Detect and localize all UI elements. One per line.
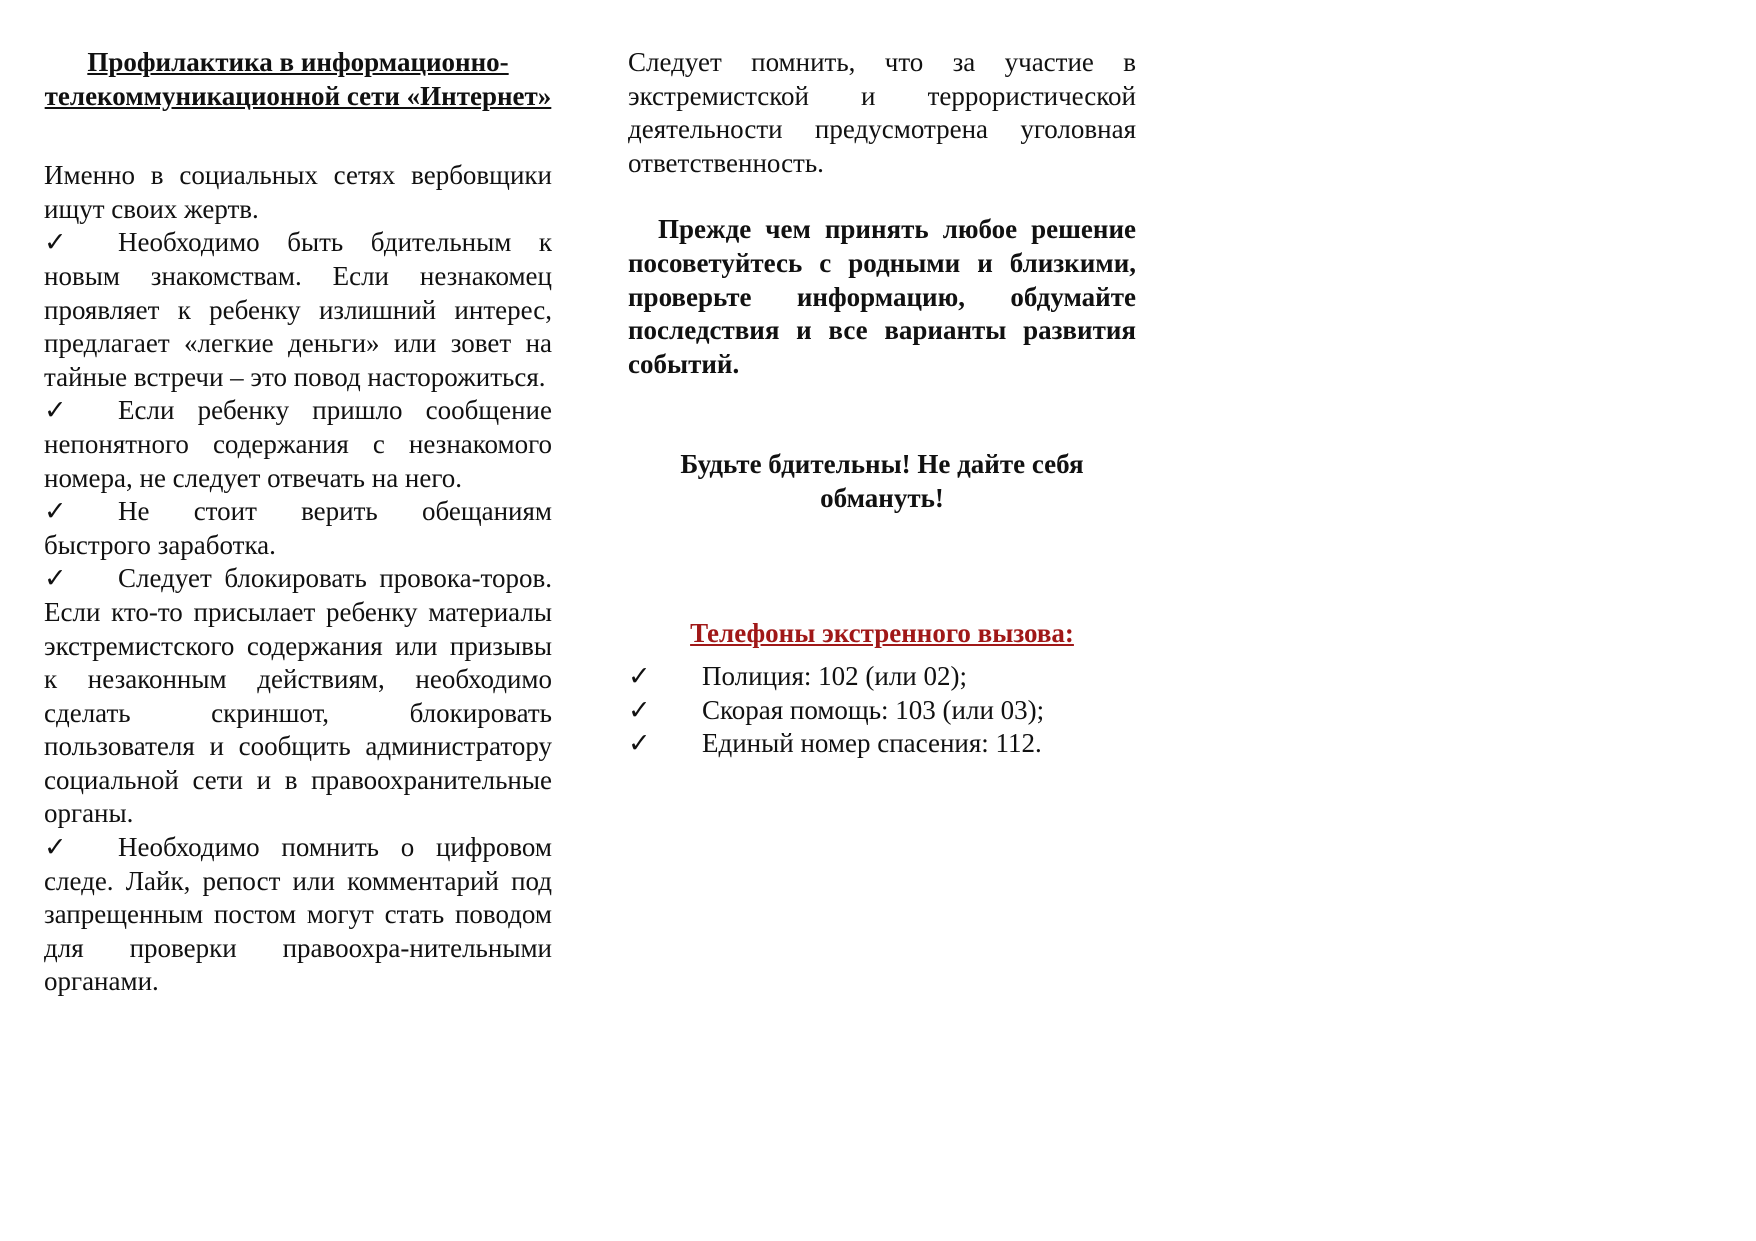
checkmark-icon: ✓ — [628, 661, 651, 692]
advice-paragraph: Прежде чем принять любое решение посоветуйтесь с родными и близкими, проверьте информацию, обдумайте последствия и все варианты развития событий. — [628, 214, 1136, 379]
phone-item-police — [628, 660, 1136, 694]
phone-item-text: Полиция: 102 (или 02); — [702, 661, 967, 692]
checkmark-icon: ✓ — [44, 227, 67, 258]
checkmark-icon: ✓ — [44, 832, 67, 863]
checkmark-icon: ✓ — [44, 563, 67, 594]
checkmark-icon: ✓ — [44, 496, 67, 527]
liability-paragraph: Следует помнить, что за участие в экстремистской и террористической деятельности предусмотрена уголовная ответственность. — [628, 47, 1136, 178]
phone-item-text: Скорая помощь: 103 (или 03); — [702, 694, 1045, 725]
section-heading: Профилактика в информационно-телекоммуникационной сети «Интернет» — [44, 47, 552, 111]
advice-item — [44, 562, 552, 831]
advice-item-text: Следует блокировать провока-торов. Если кто-то присылает ребенку материалы экстремистского содержания или призывы к незаконным действиям, необходимо сделать скриншот, блокировать пользователя и сообщить администратору социальной сети и в правоохранительные органы. — [44, 563, 552, 829]
intro-paragraph: Именно в социальных сетях вербовщики ищут своих жертв. — [44, 160, 552, 224]
advice-item — [44, 831, 552, 999]
left-column — [44, 46, 552, 999]
advice-item — [44, 394, 552, 495]
advice-item — [44, 495, 552, 562]
advice-item-text: Необходимо помнить о цифровом следе. Лайк, репост или комментарий под запрещенным постом могут стать поводом для проверки правоохра-нительными органами. — [44, 832, 552, 997]
checkmark-icon: ✓ — [44, 395, 67, 426]
phone-item-rescue — [628, 727, 1136, 761]
advice-item-text: Если ребенку пришло сообщение непонятного содержания с незнакомого номера, не следует отвечать на него. — [44, 395, 552, 493]
advice-item-text: Необходимо быть бдительным к новым знакомствам. Если незнакомец проявляет к ребенку излишний интерес, предлагает «легкие деньги» или зовет на тайные встречи – это повод насторожиться. — [44, 227, 552, 392]
emergency-phones-list — [628, 660, 1136, 761]
middle-column — [628, 46, 1136, 761]
phone-item-ambulance — [628, 694, 1136, 728]
emergency-phones-title: Телефоны экстренного вызова: — [690, 617, 1074, 648]
checkmark-icon: ✓ — [628, 694, 651, 725]
advice-item — [44, 226, 552, 394]
phone-item-text: Единый номер спасения: 112. — [702, 728, 1042, 759]
vigilance-slogan: Будьте бдительны! Не дайте себя обмануть! — [680, 449, 1084, 513]
checkmark-icon: ✓ — [628, 728, 651, 759]
advice-item-text: Не стоит верить обещаниям быстрого заработка. — [44, 496, 552, 560]
